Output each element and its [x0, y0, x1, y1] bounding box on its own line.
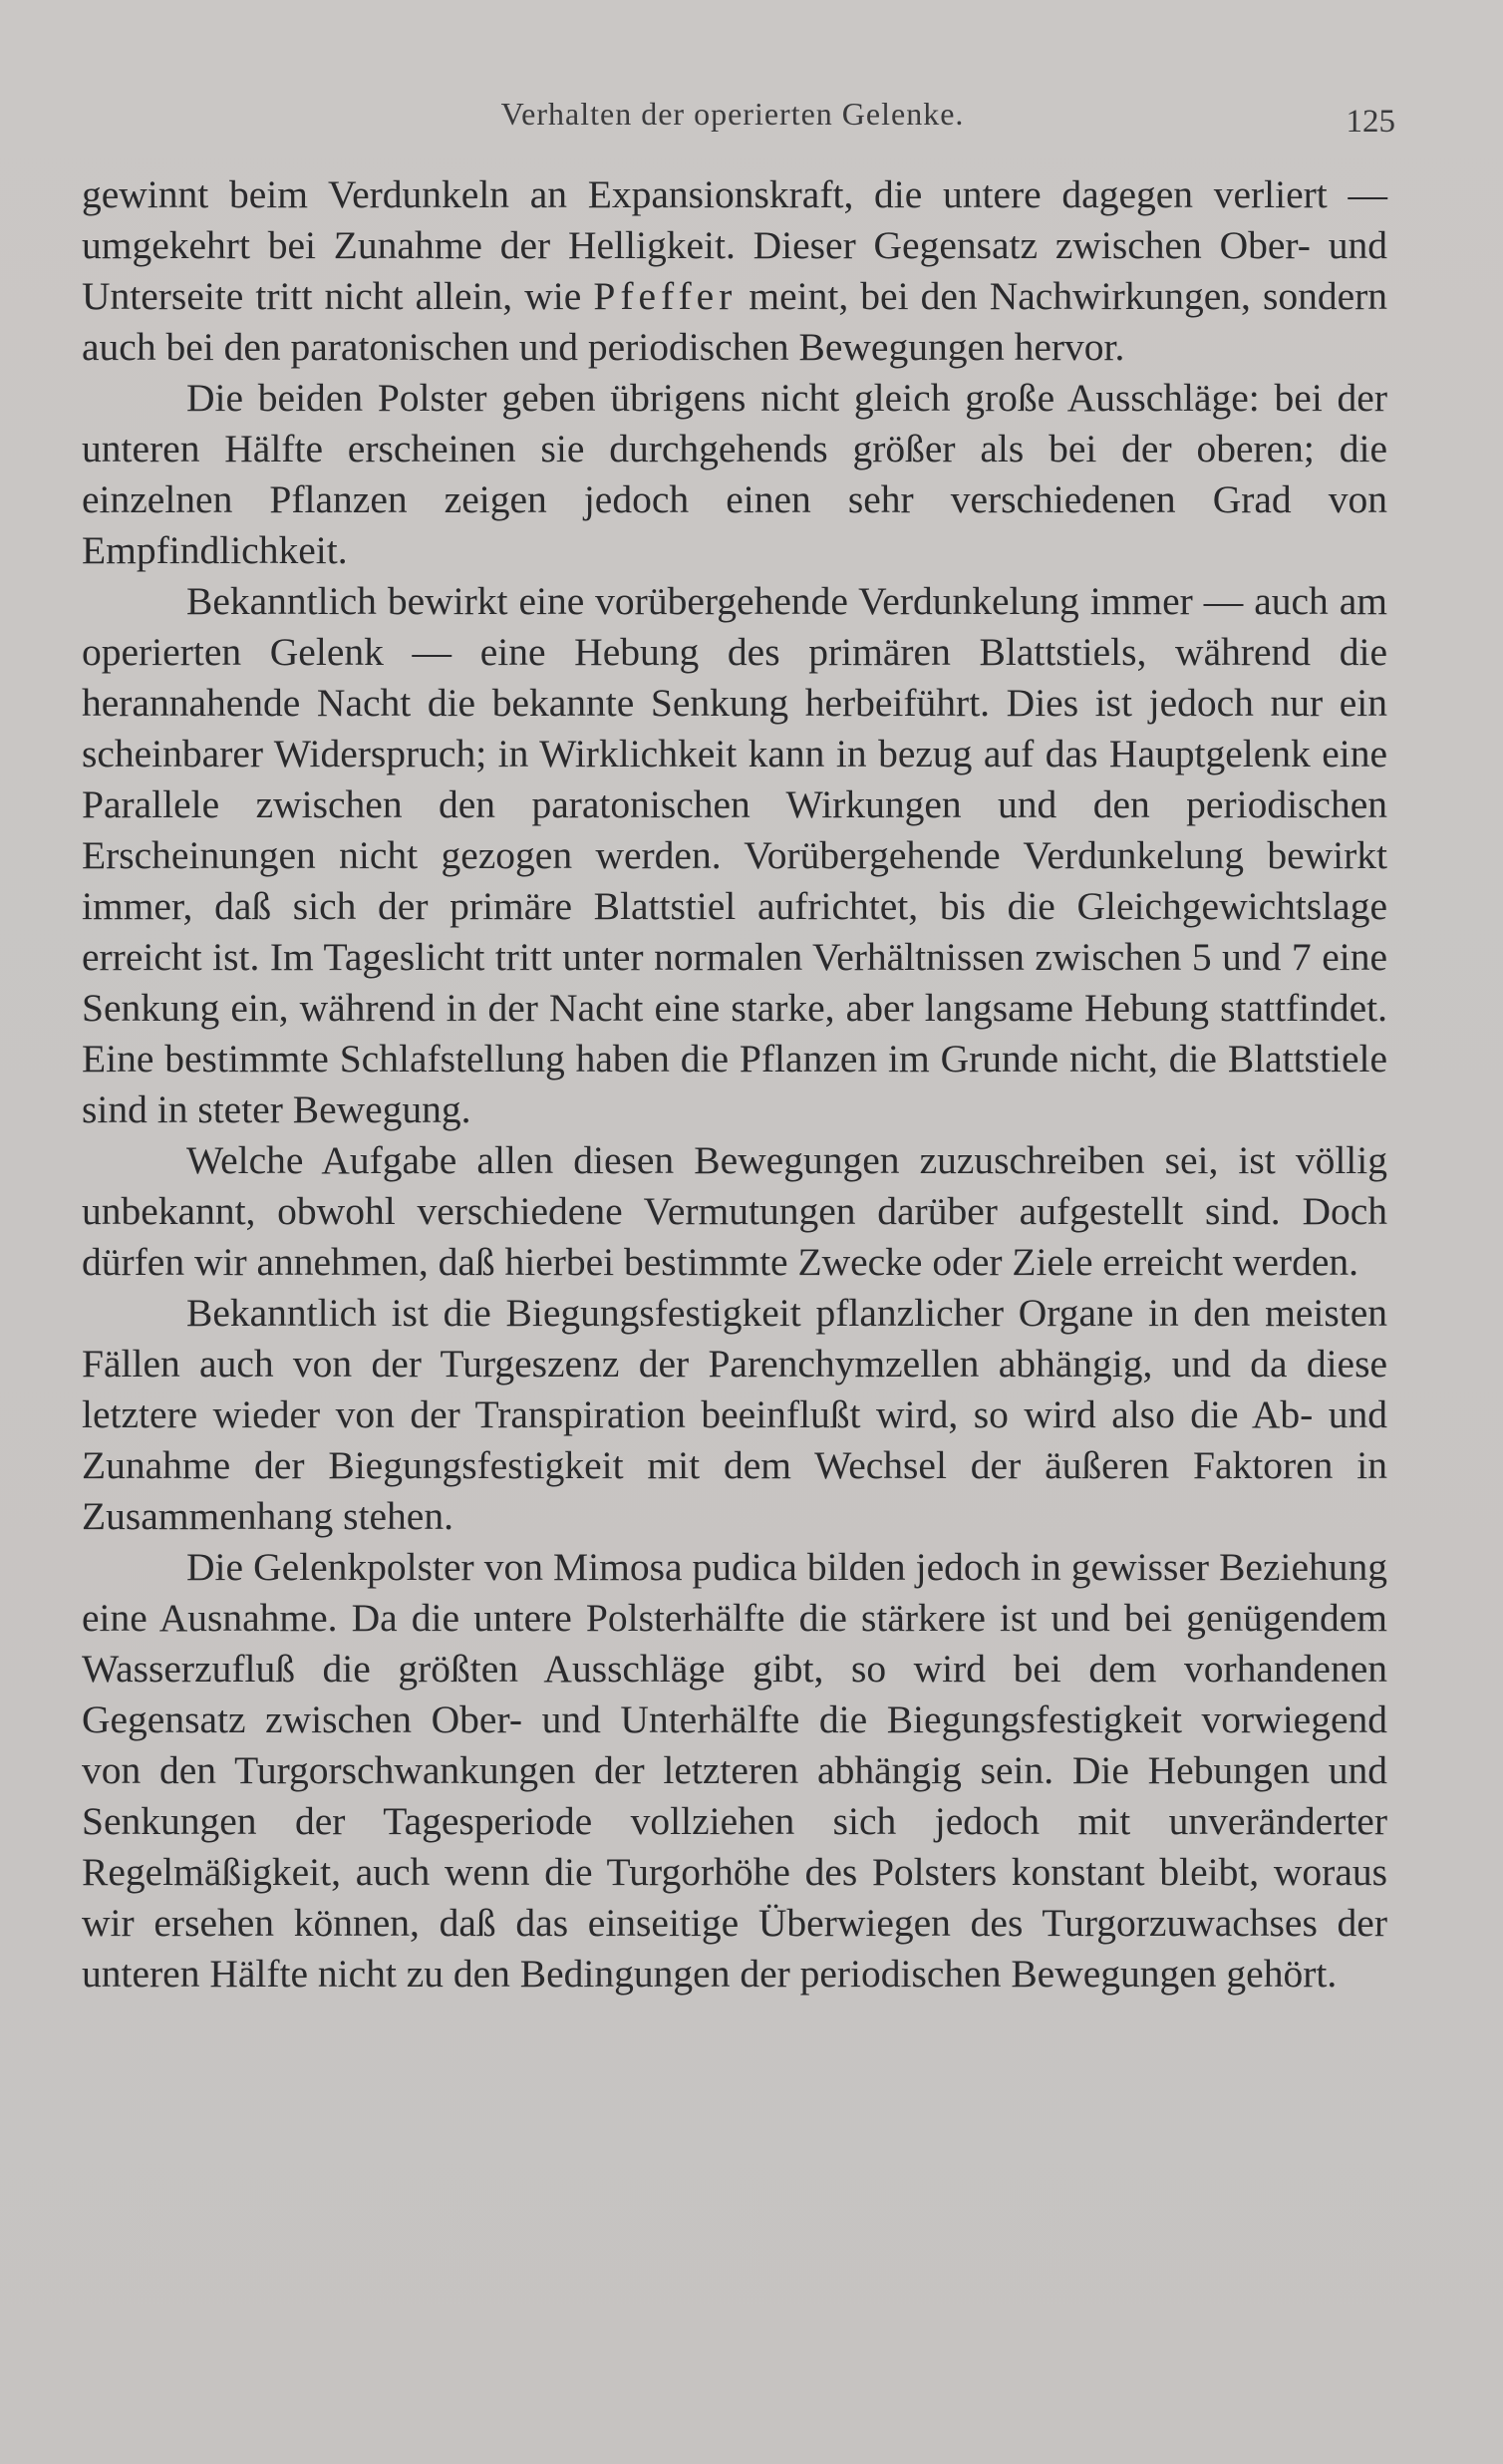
paragraph-3: Bekanntlich bewirkt eine vorübergehende Verdunkelung immer — auch am operierten Gelenk — eine Hebung des primären Blattstiels, während die herannahende Nacht die bekannte Senkung herbeiführt. Dies ist jedoch nur ein scheinbarer Widerspruch; in Wirklichkeit kann in bezug auf das Hauptgelenk eine Parallele zwischen den paratonischen Wirkungen und den periodischen Erscheinungen nicht gezogen werden. Vorübergehende Verdunkelung bewirkt immer, daß sich der primäre Blattstiel aufrichtet, bis die Gleichgewichtslage erreicht ist. Im Tageslicht tritt unter normalen Verhältnissen zwischen 5 und 7 eine Senkung ein, während in der Nacht eine starke, aber langsame Hebung stattfindet. Eine bestimmte Schlafstellung haben die Pflanzen im Grunde nicht, die Blattstiele sind in steter Bewegung.: [82, 579, 1387, 1131]
body-text: [82, 169, 1387, 2000]
paragraph-5: Bekanntlich ist die Biegungsfestigkeit pflanzlicher Organe in den meisten Fällen auch von der Turgeszenz der Parenchymzellen abhängig, und da diese letztere wieder von der Transpiration beeinflußt wird, so wird also die Ab- und Zunahme der Biegungsfestigkeit mit dem Wechsel der äußeren Faktoren in Zusammenhang stehen.: [82, 1291, 1387, 1538]
paragraph-2: Die beiden Polster geben übrigens nicht gleich große Ausschläge: bei der unteren Hälfte erscheinen sie durchgehends größer als bei der oberen; die einzelnen Pflanzen zeigen jedoch einen sehr verschiedenen Grad von Empfindlichkeit.: [82, 376, 1387, 572]
running-title: Verhalten der operierten Gelenke.: [500, 96, 965, 132]
paragraph-4: Welche Aufgabe allen diesen Bewegungen zuzuschreiben sei, ist völlig unbekannt, obwohl verschiedene Vermutungen darüber aufgestellt sind. Doch dürfen wir annehmen, daß hierbei bestimmte Zwecke oder Ziele erreicht werden.: [82, 1138, 1387, 1284]
author-name-pfeffer: Pfeffer: [593, 274, 738, 318]
paragraph-6: Die Gelenkpolster von Mimosa pudica bilden jedoch in gewisser Beziehung eine Ausnahme. Da die untere Polsterhälfte die stärkere ist und bei genügendem Wasserzufluß die größten Ausschläge gibt, so wird bei dem vorhandenen Gegensatz zwischen Ober- und Unterhälfte die Biegungsfestigkeit vorwiegend von den Turgorschwankungen der letzteren abhängig sein. Die Hebungen und Senkungen der Tagesperiode vollziehen sich jedoch mit unveränderter Regelmäßigkeit, auch wenn die Turgorhöhe des Polsters konstant bleibt, woraus wir ersehen können, daß das einseitige Überwiegen des Turgorzuwachses der unteren Hälfte nicht zu den Bedingungen der periodischen Bewegungen gehört.: [82, 1545, 1387, 1996]
page-header: [80, 96, 1395, 146]
paragraph-1-text-start: gewinnt beim Verdunkeln an Expansionskraft, die untere dagegen verliert — umgekehrt bei Zunahme der Helligkeit. Dieser Gegensatz zwischen Ober- und Unterseite tritt nicht allein, wie: [82, 172, 1387, 318]
paragraph-1-text-end: meint, bei den Nachwirkungen, sondern auch bei den paratonischen und periodischen Bewegungen hervor.: [82, 274, 1388, 369]
paragraph-1: [82, 169, 1387, 373]
page-number: 125: [1346, 104, 1395, 140]
